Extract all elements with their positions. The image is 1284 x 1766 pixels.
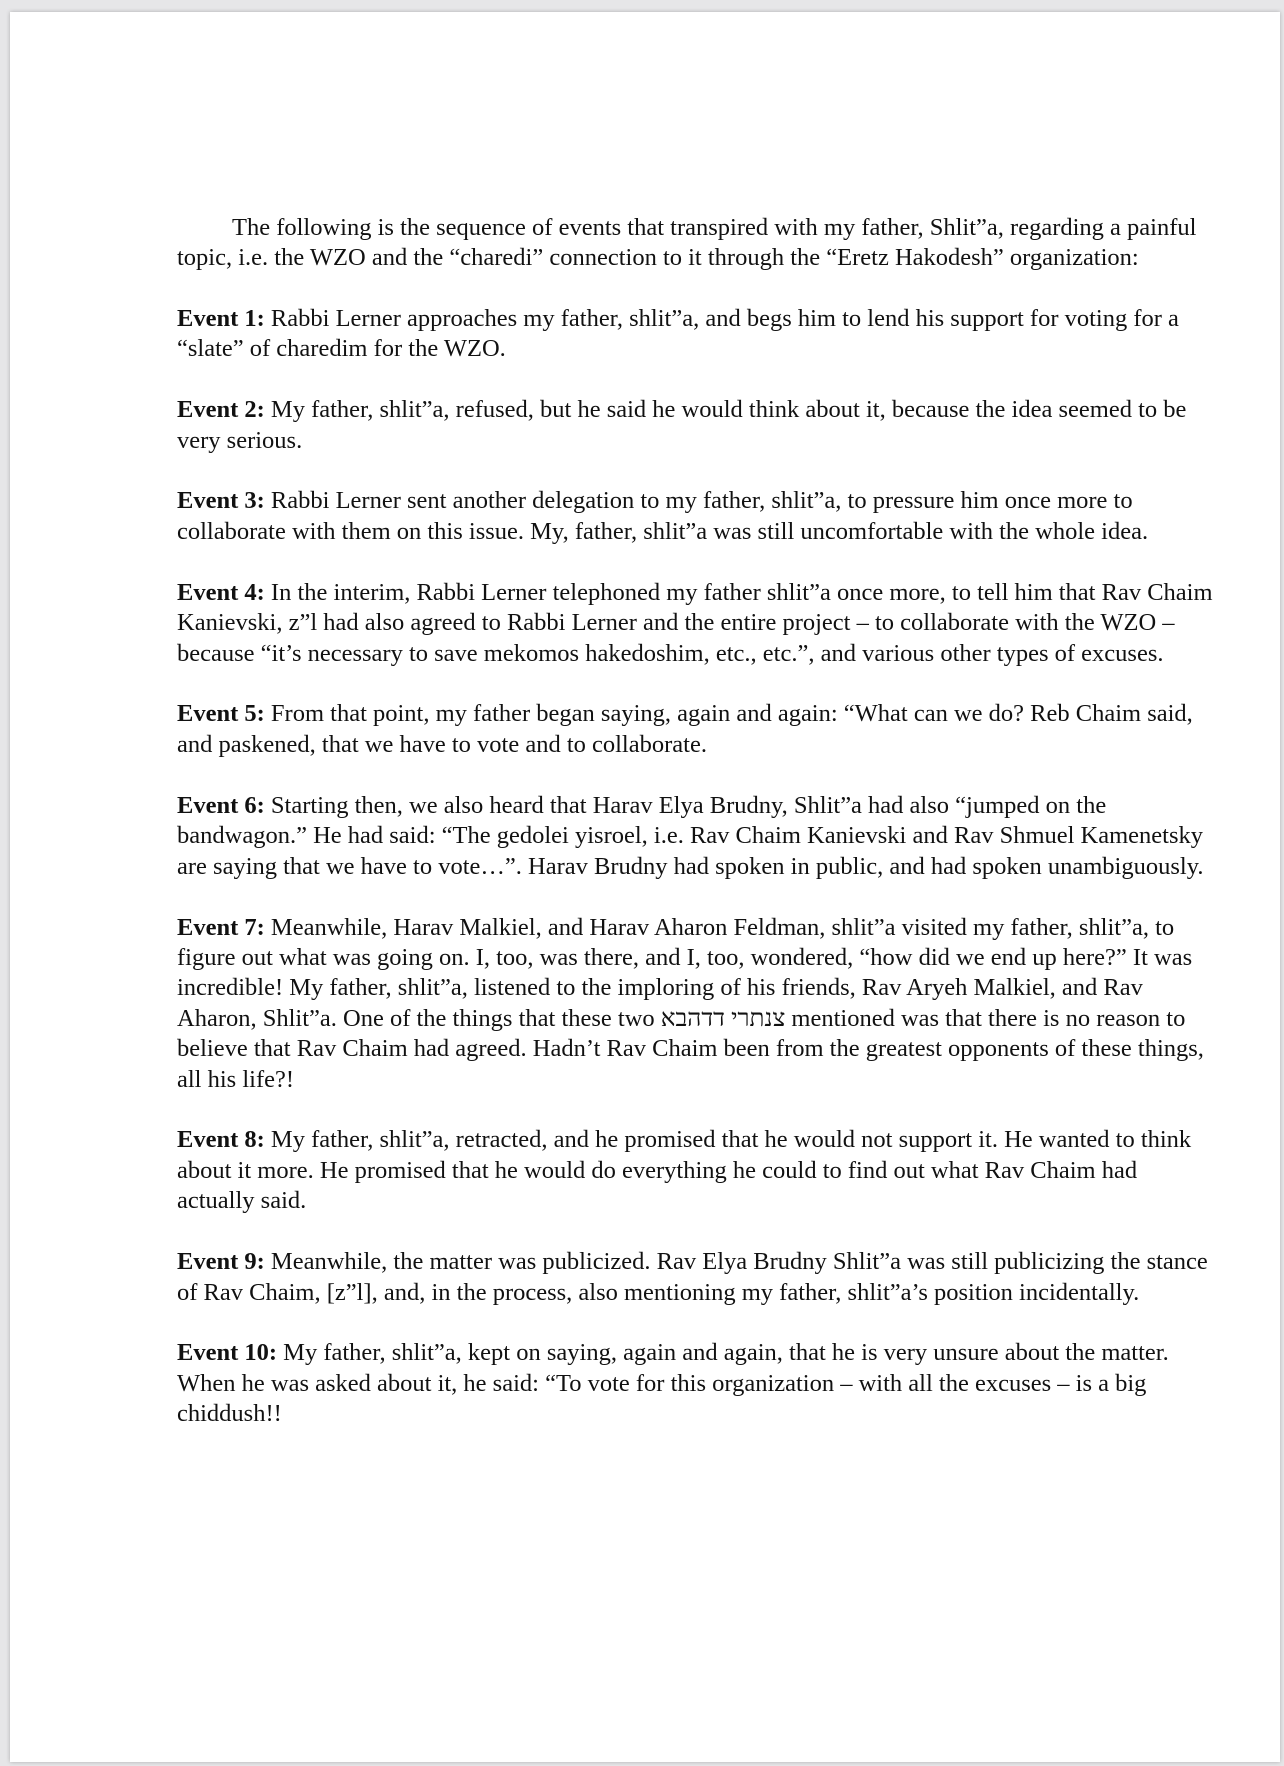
- event-label: Event 8:: [177, 1126, 265, 1154]
- event-text: My father, shlit”a, retracted, and he promised that he would not support it. He wanted to think about it more. He promised that he would do everything he could to find out what Rav Chaim had actually said.: [177, 1126, 1192, 1215]
- document-page: [10, 12, 1280, 1762]
- event-text: Rabbi Lerner approaches my father, shlit”a, and begs him to lend his support for voting for a “slate” of charedim for the WZO.: [177, 304, 1179, 363]
- event-paragraph-8: [177, 1125, 1217, 1216]
- event-text: From that point, my father began saying, again and again: “What can we do? Reb Chaim said, and paskened, that we have to vote and to collaborate.: [177, 700, 1193, 758]
- event-label: Event 1:: [177, 304, 265, 332]
- event-paragraph-3: [177, 486, 1217, 547]
- event-paragraph-2: [177, 395, 1217, 456]
- event-label: Event 4:: [177, 578, 265, 606]
- event-paragraph-6: [177, 791, 1217, 882]
- event-label: Event 2:: [177, 396, 265, 424]
- event-text: Starting then, we also heard that Harav Elya Brudny, Shlit”a had also “jumped on the bandwagon.” He had said: “The gedolei yisroel, i.e. Rav Chaim Kanievski and Rav Shmuel Kamenetsky are saying that we have to vote…”. Harav Brudny had spoken in public, and had spoken unambiguously.: [177, 791, 1204, 880]
- event-text: My father, shlit”a, kept on saying, again and again, that he is very unsure about the matter. When he was asked about it, he said: “To vote for this organization – with all the excuses – is a big chiddush!!: [177, 1339, 1169, 1428]
- event-text: Meanwhile, Harav Malkiel, and Harav Aharon Feldman, shlit”a visited my father, shlit”a, to figure out what was going on. I, too, was there, and I, too, wondered, “how did we end up here?” It was incredible! My father, shlit”a, listened to the imploring of his friends, Rav Aryeh Malkiel, and Rav Aharon, Shlit”a. One of the things that these two צנתרי דדהבא mentioned was that there is no reason to believe that Rav Chaim had agreed. Hadn’t Rav Chaim been from the greatest opponents of these things, all his life?!: [177, 913, 1204, 1093]
- event-paragraph-7: [177, 913, 1217, 1095]
- event-label: Event 10:: [177, 1339, 278, 1367]
- document-body: [177, 213, 1217, 1430]
- event-label: Event 7:: [177, 913, 265, 941]
- event-text: Rabbi Lerner sent another delegation to my father, shlit”a, to pressure him once more to collaborate with them on this issue. My, father, shlit”a was still uncomfortable with the whole idea.: [177, 487, 1149, 545]
- event-label: Event 6:: [177, 791, 265, 819]
- event-paragraph-1: [177, 304, 1217, 365]
- event-text: My father, shlit”a, refused, but he said he would think about it, because the idea seemed to be very serious.: [177, 396, 1187, 454]
- event-paragraph-4: [177, 578, 1217, 669]
- event-paragraph-5: [177, 699, 1217, 760]
- event-text: In the interim, Rabbi Lerner telephoned my father shlit”a once more, to tell him that Rav Chaim Kanievski, z”l had also agreed to Rabbi Lerner and the entire project – to collaborate with the WZO – because “it’s necessary to save mekomos hakedoshim, etc., etc.”, and various other types of excuses.: [177, 578, 1213, 667]
- event-text: Meanwhile, the matter was publicized. Rav Elya Brudny Shlit”a was still publicizing the stance of Rav Chaim, [z”l], and, in the process, also mentioning my father, shlit”a’s position incidentally.: [177, 1248, 1208, 1306]
- event-label: Event 9:: [177, 1248, 265, 1276]
- event-paragraph-10: [177, 1338, 1217, 1429]
- intro-paragraph: The following is the sequence of events that transpired with my father, Shlit”a, regarding a painful topic, i.e. the WZO and the “charedi” connection to it through the “Eretz Hakodesh” organization:: [177, 214, 1197, 272]
- event-label: Event 5:: [177, 700, 265, 728]
- event-paragraph-9: [177, 1247, 1217, 1308]
- event-label: Event 3:: [177, 487, 265, 515]
